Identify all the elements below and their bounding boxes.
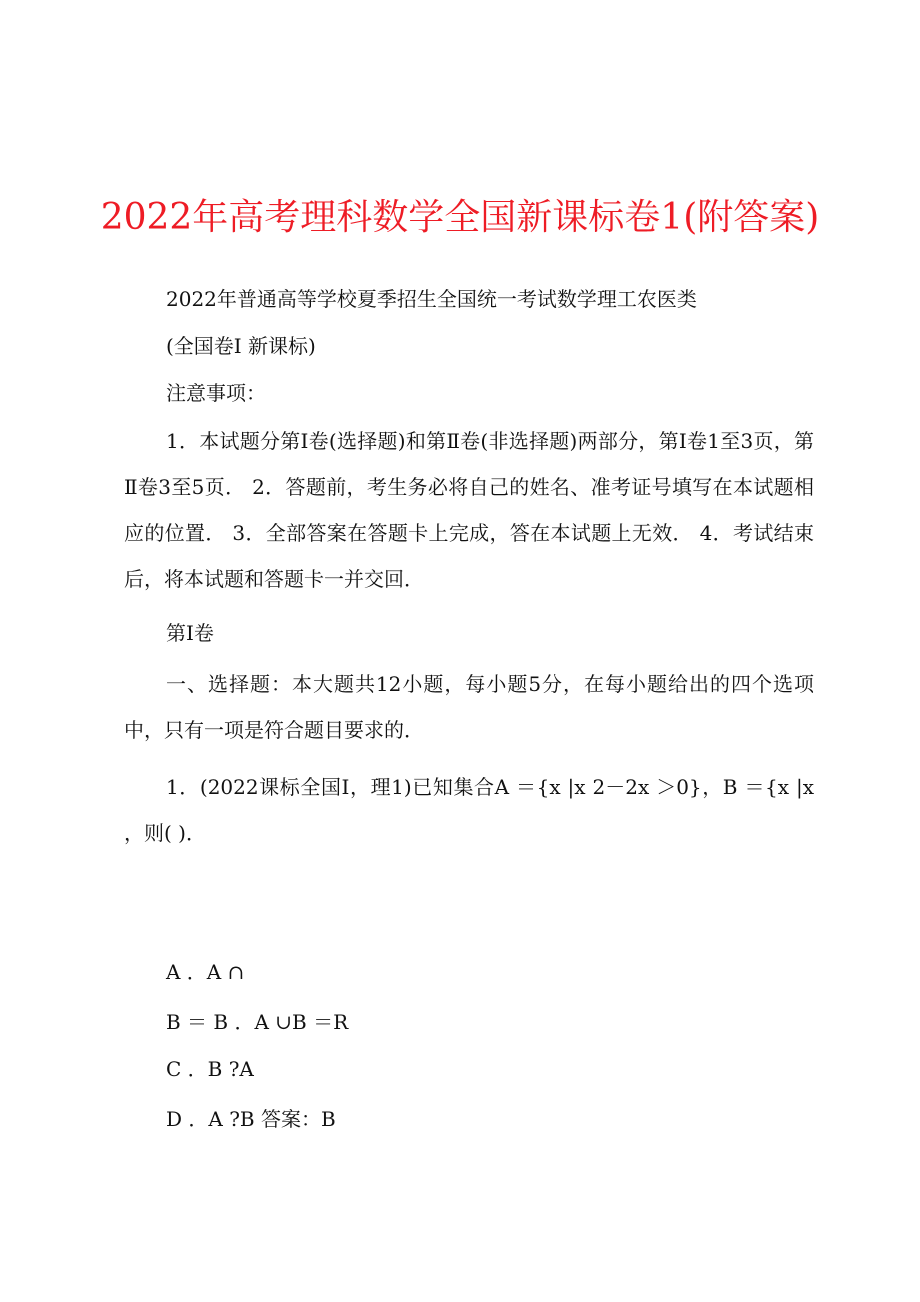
notice-text: 1．本试题分第Ⅰ卷(选择题)和第Ⅱ卷(非选择题)两部分，第Ⅰ卷1至3页，第Ⅱ卷3至5页． 2．答题前，考生务必将自己的姓名、准考证号填写在本试题相应的位置． 3．全部答案在答题卡上完成，答在本试题上无效． 4．考试结束后，将本试题和答题卡一并交回． <box>124 429 814 591</box>
option-a: A ．A ∩ <box>166 960 245 984</box>
option-d-answer: D ．A ?B 答案：B <box>166 1107 336 1131</box>
exam-volume: (全国卷Ⅰ 新课标) <box>166 334 316 358</box>
notice-heading: 注意事项： <box>166 381 266 405</box>
option-c: C ．B ?A <box>166 1057 254 1081</box>
option-b: B ＝ B ．A ∪B ＝R <box>166 1010 349 1034</box>
exam-subtitle: 2022年普通高等学校夏季招生全国统一考试数学理工农医类 <box>166 287 697 311</box>
document-title: 2022年高考理科数学全国新课标卷1(附答案) <box>100 197 820 238</box>
section-instructions: 一、选择题：本大题共12小题，每小题5分，在每小题给出的四个选项中，只有一项是符合题目要求的． <box>124 672 814 742</box>
part-heading: 第Ⅰ卷 <box>166 621 214 645</box>
question-1: 1．(2022课标全国Ⅰ，理1)已知集合A ＝{x |x 2－2x ＞0}，B ＝{x |x ，则( )． <box>124 775 814 845</box>
